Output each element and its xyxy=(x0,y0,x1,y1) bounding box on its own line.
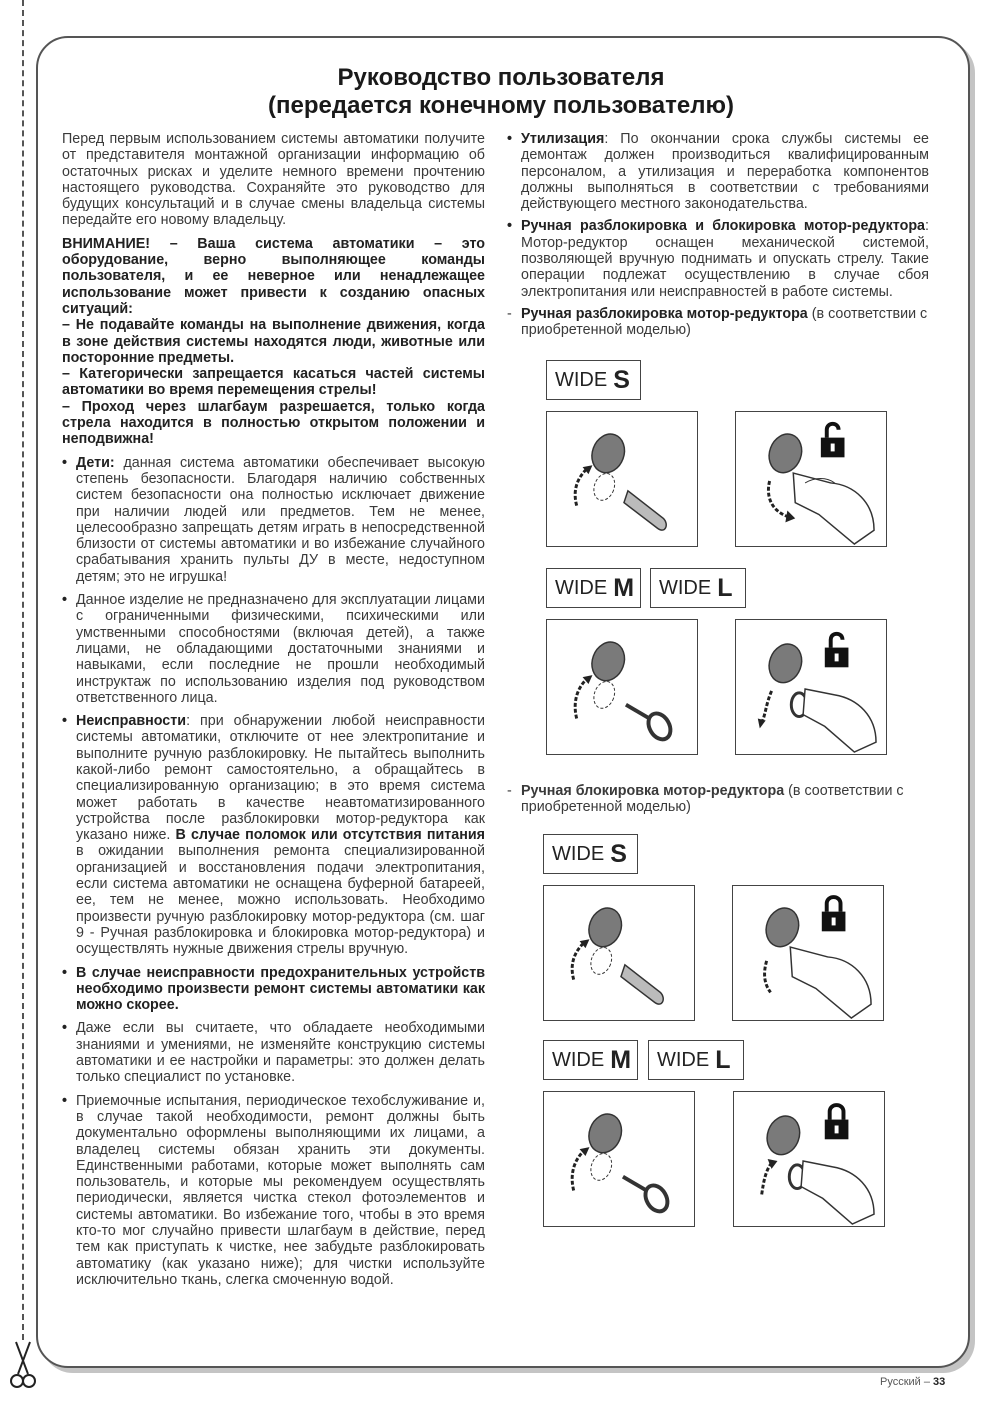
page-number: 33 xyxy=(933,1376,946,1388)
label-wide-text: WIDE xyxy=(555,576,608,599)
tests-text: Приемочные испытания, периодическое техобслуживание и, в случае такой необходимости, ремонт должны быть документально оформлены выполняющими их лицами, а владелец системы обязан хранить эти документы. Единственными работами, которые может выполнять сам пользователь, и которые мы рекомендуем осуществлять периодически, является чистка стекол фотоэлементов и системы автоматики. Во избежание того, чтобы в это время кто-то мог случайно привести шлагбаум в действие, перед тем как приступать к чистке, нее забудьте разблокировать автоматику (как указано ниже); для чистки используйте исключительно ткань, слегка смоченную водой. xyxy=(76,1092,485,1288)
disposal-text: : По окончании срока службы системы ее демонтаж должен производиться квалифицированным персоналом, а утилизация и переработка компонентов должны выполняться в соответствии с требованиями действующего местного законодательства. xyxy=(521,131,929,213)
cut-line xyxy=(22,0,24,1340)
label-size-text: S xyxy=(613,365,630,394)
tests-item xyxy=(62,1093,485,1289)
lock-s-step1 xyxy=(543,885,695,1021)
right-column xyxy=(507,131,929,339)
title-line-1: Руководство пользователя xyxy=(337,64,665,91)
modify-item xyxy=(62,1020,485,1085)
lever-icon xyxy=(547,412,697,546)
left-column xyxy=(62,131,485,1295)
unlock-heading xyxy=(507,306,929,339)
children-title: Дети: xyxy=(76,454,115,471)
key-icon xyxy=(547,620,697,754)
label-wide-s-unlock xyxy=(546,360,641,400)
lock-icon xyxy=(822,897,846,931)
label-wide-text: WIDE xyxy=(552,1048,605,1071)
lock-icon xyxy=(825,1105,849,1139)
hand-icon xyxy=(736,412,886,546)
hand-icon xyxy=(736,620,886,754)
children-item xyxy=(62,455,485,585)
label-wide-l-lock xyxy=(648,1040,744,1080)
warning-text-3: – Категорически запрещается касаться частей системы автоматики во время перемещения стрелы! xyxy=(62,366,485,399)
hand-icon xyxy=(733,886,883,1020)
manual-title: Ручная разблокировка и блокировка мотор-редуктора xyxy=(521,218,926,235)
label-wide-m-unlock xyxy=(546,568,641,608)
warning-text-2: – Не подавайте команды на выполнение движения, когда в зоне действия системы находятся люди, животные или посторонние предметы. xyxy=(62,317,485,366)
lock-s-step2 xyxy=(732,885,884,1021)
label-wide-s-lock xyxy=(543,834,638,874)
warning-text-4: – Проход через шлагбаум разрешается, только когда стрела находится в полностью открытом положении и неподвижна! xyxy=(62,398,485,448)
label-wide-text: WIDE xyxy=(555,368,608,391)
label-size-text: M xyxy=(613,573,635,602)
page-footer xyxy=(880,1376,945,1388)
faults-text-1: : при обнаружении любой неисправности системы автоматики, отключите от нее электропитание и выполните ручную разблокировку. Не пытайтесь выполнить какой-либо ремонт самостоятельно, а обращайтесь в специализированную организацию; в это время система может работать в качестве неавтоматизированного устройства после разблокировки мотор-редуктора как указано ниже. xyxy=(76,713,485,844)
modify-text: Даже если вы считаете, что обладаете необходимыми знаниями и умениями, не изменяйте конструкцию системы автоматики и ее настройки и параметры: это должен делать только специалист по установке. xyxy=(76,1020,485,1086)
label-size-text: M xyxy=(610,1045,632,1074)
faults-item xyxy=(62,713,485,957)
label-wide-l-unlock xyxy=(650,568,746,608)
manual-text: : Мотор-редуктор оснащен механической системой, позволяющей вручную поднимать и опускать стрелу. Такие операции подлежат осуществлению в случае сбоя электропитания или неисправностей в работе системы. xyxy=(521,218,929,300)
label-size-text: S xyxy=(610,839,627,868)
footer-language: Русский – xyxy=(880,1376,934,1388)
label-wide-text: WIDE xyxy=(657,1048,710,1071)
lock-title: Ручная блокировка мотор-редуктора xyxy=(521,783,785,799)
label-wide-m-lock xyxy=(543,1040,638,1080)
lock-text: (в соответствии с приобретенной моделью) xyxy=(521,783,904,816)
unlock-icon xyxy=(821,424,845,458)
label-wide-text: WIDE xyxy=(659,576,712,599)
unlock-ml-step1 xyxy=(546,619,698,755)
lock-ml-step2 xyxy=(733,1091,885,1227)
key-icon xyxy=(544,1092,694,1226)
unlock-icon xyxy=(825,634,849,668)
children-text: данная система автоматики обеспечивает высокую степень безопасности. Благодаря наличию собственных систем безопасности она полностью исключает движение при наличии людей или предметов. Тем не менее, целесообразно запрещать детям играть в непосредственной близости от системы автоматики и во избежание случайного срабатывания хранить пульты ДУ в месте, недоступном детям; это не игрушка! xyxy=(76,454,485,585)
unlock-text: (в соответствии с приобретенной моделью) xyxy=(521,305,928,339)
faults-text-2: в ожидании выполнения ремонта специализированной организацией и восстановления подачи электропитания, если система автоматики не оснащена буферной батареей, ее, тем не менее, можно использовать. Необходимо произвести ручную разблокировку мотор-редуктора (см. шаг 9 - Ручная разблокировка и блокировка мотор-редуктора) и осуществлять нужные движения стрелы вручную. xyxy=(76,843,485,958)
unlock-s-step2 xyxy=(735,411,887,547)
faults-title: Неисправности xyxy=(76,713,187,730)
scissors-icon xyxy=(6,1340,40,1390)
persons-text: Данное изделие не предназначено для эксплуатации лицами с ограниченными физическими, психическими или умственными способностями (включая детей), а также лицами, не обладающими достаточными знаниями и навыками, если последние не прошли необходимый инструктаж по использованию изделия под руководством ответственного лица. xyxy=(76,592,485,706)
label-size-text: L xyxy=(717,573,733,602)
warning-block xyxy=(62,236,485,448)
lever-icon xyxy=(544,886,694,1020)
label-size-text: L xyxy=(715,1045,731,1074)
label-wide-text: WIDE xyxy=(552,842,605,865)
manual-item xyxy=(507,218,929,299)
safety-text: В случае неисправности предохранительных устройств необходимо произвести ремонт системы автоматики как можно скорее. xyxy=(76,964,485,1014)
unlock-s-step1 xyxy=(546,411,698,547)
disposal-item xyxy=(507,131,929,212)
lock-heading xyxy=(507,783,943,816)
warning-text: ВНИМАНИЕ! – Ваша система автоматики – это оборудование, верно выполняющее команды пользователя, и ее неверное или ненадлежащее использование может привести к созданию опасных ситуаций: xyxy=(62,235,485,317)
faults-bold: В случае поломок или отсутствия питания xyxy=(175,827,485,844)
safety-item xyxy=(62,965,485,1014)
intro-paragraph: Перед первым использованием системы автоматики получите от представителя монтажной организации информацию об остаточных рисках и уделите немного времени прочтению настоящего руководства. Сохраняйте это руководство для будущих консультаций и в случае смены владельца системы передайте его новому владельцу. xyxy=(62,131,485,229)
unlock-title: Ручная разблокировка мотор-редуктора xyxy=(521,305,808,322)
title-line-2: (передается конечному пользователю) xyxy=(268,92,734,119)
hand-icon xyxy=(734,1092,884,1226)
persons-item xyxy=(62,592,485,706)
page-title xyxy=(36,64,966,120)
disposal-title: Утилизация xyxy=(521,131,605,147)
unlock-ml-step2 xyxy=(735,619,887,755)
lock-ml-step1 xyxy=(543,1091,695,1227)
